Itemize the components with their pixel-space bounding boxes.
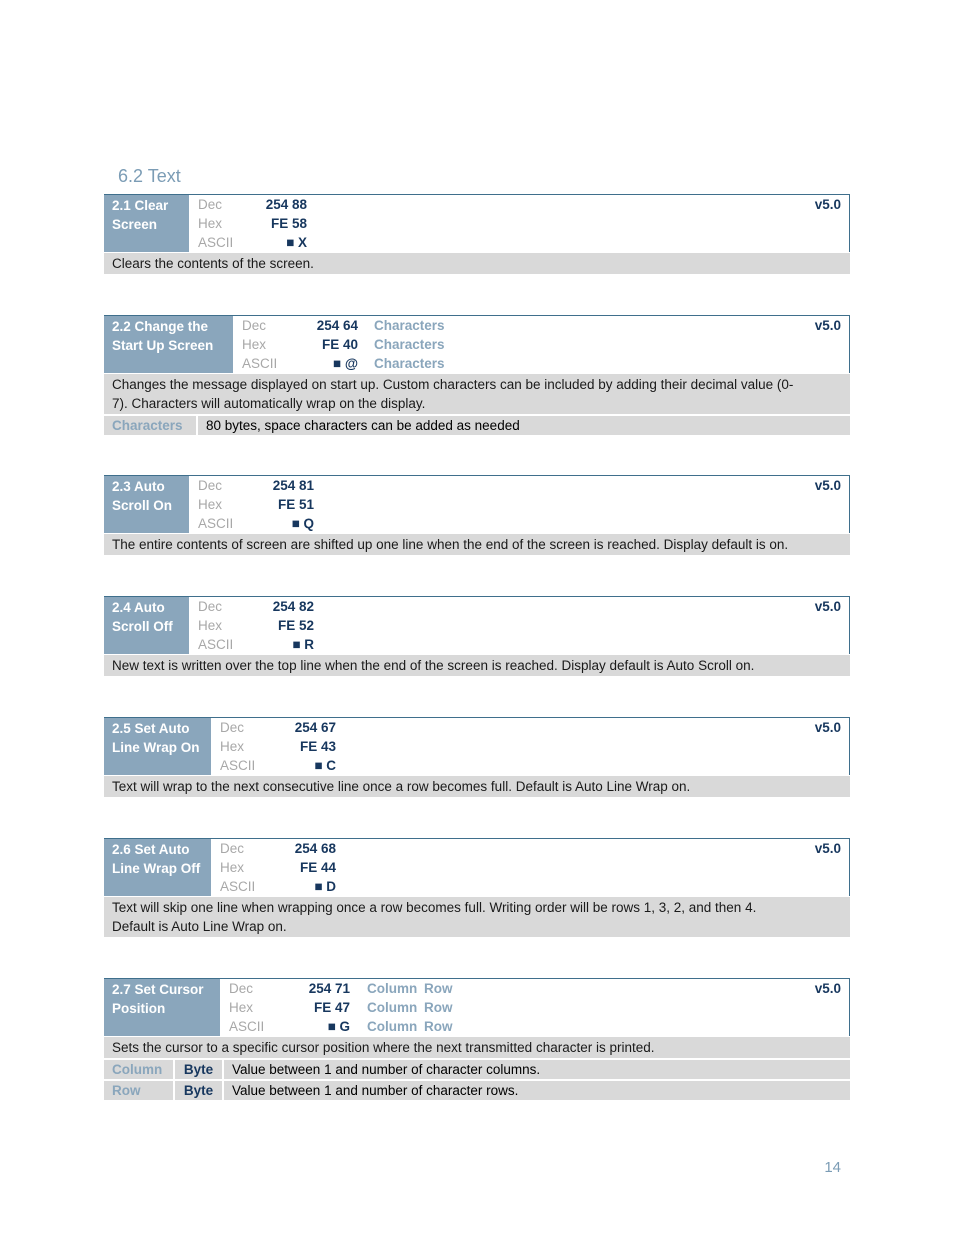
param-row: Row bbox=[424, 1019, 453, 1034]
hex-value: FE 43 bbox=[299, 739, 336, 754]
section-title: 6.2 Text bbox=[118, 166, 181, 186]
command-codes bbox=[189, 597, 849, 654]
dec-label: Dec bbox=[220, 720, 245, 735]
command-name: 2.2 Change the Start Up Screen bbox=[104, 316, 233, 373]
command-auto-line-wrap-off bbox=[104, 838, 850, 937]
ascii-value: ■ X bbox=[286, 235, 307, 250]
version: v5.0 bbox=[814, 197, 841, 212]
version: v5.0 bbox=[814, 841, 841, 856]
version: v5.0 bbox=[814, 599, 841, 614]
hex-value: FE 40 bbox=[321, 337, 358, 352]
command-clear-screen bbox=[104, 194, 850, 274]
dec-label: Dec bbox=[229, 981, 254, 996]
parameter-name: Characters bbox=[112, 418, 183, 433]
hex-label: Hex bbox=[198, 216, 223, 231]
command-description: The entire contents of screen are shifted up one line when the end of the screen is reached. Display default is on. bbox=[104, 534, 850, 555]
ascii-label: ASCII bbox=[220, 879, 256, 894]
version: v5.0 bbox=[814, 720, 841, 735]
ascii-label: ASCII bbox=[242, 356, 278, 371]
ascii-label: ASCII bbox=[198, 235, 234, 250]
command-description: New text is written over the top line when the end of the screen is reached. Display default is Auto Scroll on. bbox=[104, 655, 850, 676]
ascii-label: ASCII bbox=[220, 758, 256, 773]
param-characters: Characters bbox=[374, 356, 445, 371]
version: v5.0 bbox=[814, 981, 841, 996]
command-description: Sets the cursor to a specific cursor position where the next transmitted character is printed. bbox=[104, 1037, 850, 1058]
dec-label: Dec bbox=[242, 318, 267, 333]
dec-value: 254 64 bbox=[316, 318, 358, 333]
param-characters: Characters bbox=[374, 318, 445, 333]
param-characters: Characters bbox=[374, 337, 445, 352]
dec-value: 254 67 bbox=[294, 720, 336, 735]
ascii-value: ■ R bbox=[292, 637, 314, 652]
dec-value: 254 88 bbox=[265, 197, 307, 212]
parameter-description: Value between 1 and number of character rows. bbox=[222, 1081, 526, 1100]
param-column: Column bbox=[367, 1019, 418, 1034]
param-column: Column bbox=[367, 981, 418, 996]
dec-label: Dec bbox=[198, 197, 223, 212]
command-codes bbox=[211, 839, 849, 896]
ascii-value: ■ C bbox=[314, 758, 336, 773]
dec-value: 254 71 bbox=[308, 981, 350, 996]
parameter-name: Column bbox=[112, 1062, 163, 1077]
command-name: 2.1 Clear Screen bbox=[104, 195, 189, 252]
command-name: 2.5 Set Auto Line Wrap On bbox=[104, 718, 211, 775]
command-codes bbox=[211, 718, 849, 775]
ascii-value: ■ @ bbox=[332, 356, 358, 371]
hex-label: Hex bbox=[198, 618, 223, 633]
ascii-label: ASCII bbox=[229, 1019, 265, 1034]
parameter-type: Byte bbox=[173, 1060, 222, 1079]
command-name: 2.3 Auto Scroll On bbox=[104, 476, 189, 533]
command-description: Text will skip one line when wrapping once a row becomes full. Writing order will be rows 1, 3, 2, and then 4. Default is Auto Line Wrap on. bbox=[104, 897, 850, 937]
command-auto-line-wrap-on bbox=[104, 717, 850, 797]
parameter-row bbox=[104, 1081, 850, 1100]
command-codes bbox=[189, 476, 849, 533]
ascii-label: ASCII bbox=[198, 637, 234, 652]
dec-label: Dec bbox=[198, 478, 223, 493]
hex-label: Hex bbox=[242, 337, 267, 352]
dec-value: 254 68 bbox=[294, 841, 336, 856]
version: v5.0 bbox=[814, 478, 841, 493]
dec-value: 254 82 bbox=[272, 599, 314, 614]
hex-value: FE 51 bbox=[277, 497, 314, 512]
parameter-type: Byte bbox=[173, 1081, 222, 1100]
parameter-row bbox=[104, 416, 850, 435]
ascii-value: ■ G bbox=[327, 1019, 350, 1034]
command-description: Text will wrap to the next consecutive line once a row becomes full. Default is Auto Line Wrap on. bbox=[104, 776, 850, 797]
command-codes bbox=[233, 316, 849, 373]
command-description: Changes the message displayed on start up. Custom characters can be included by adding their decimal value (0- 7). Characters will automatically wrap on the display. bbox=[104, 374, 850, 414]
command-auto-scroll-on bbox=[104, 475, 850, 555]
parameter-description: Value between 1 and number of character columns. bbox=[222, 1060, 548, 1079]
hex-value: FE 47 bbox=[313, 1000, 350, 1015]
hex-value: FE 52 bbox=[277, 618, 314, 633]
hex-label: Hex bbox=[198, 497, 223, 512]
command-change-startup-screen bbox=[104, 315, 850, 435]
hex-value: FE 44 bbox=[299, 860, 336, 875]
ascii-value: ■ Q bbox=[291, 516, 314, 531]
parameter-name: Row bbox=[112, 1083, 141, 1098]
parameter-row bbox=[104, 1060, 850, 1079]
page-number: 14 bbox=[824, 1159, 841, 1176]
command-name: 2.7 Set Cursor Position bbox=[104, 979, 220, 1036]
parameter-description: 80 bytes, space characters can be added as needed bbox=[196, 416, 528, 435]
command-codes bbox=[189, 195, 849, 252]
hex-label: Hex bbox=[229, 1000, 254, 1015]
command-description: Clears the contents of the screen. bbox=[104, 253, 850, 274]
param-row: Row bbox=[424, 1000, 453, 1015]
hex-label: Hex bbox=[220, 860, 245, 875]
version: v5.0 bbox=[814, 318, 841, 333]
command-name: 2.4 Auto Scroll Off bbox=[104, 597, 189, 654]
dec-value: 254 81 bbox=[272, 478, 314, 493]
command-name: 2.6 Set Auto Line Wrap Off bbox=[104, 839, 211, 896]
param-column: Column bbox=[367, 1000, 418, 1015]
param-row: Row bbox=[424, 981, 453, 996]
ascii-value: ■ D bbox=[314, 879, 336, 894]
command-set-cursor-position bbox=[104, 978, 850, 1100]
hex-value: FE 58 bbox=[270, 216, 307, 231]
hex-label: Hex bbox=[220, 739, 245, 754]
command-codes bbox=[220, 979, 849, 1036]
command-auto-scroll-off bbox=[104, 596, 850, 676]
dec-label: Dec bbox=[220, 841, 245, 856]
ascii-label: ASCII bbox=[198, 516, 234, 531]
dec-label: Dec bbox=[198, 599, 223, 614]
